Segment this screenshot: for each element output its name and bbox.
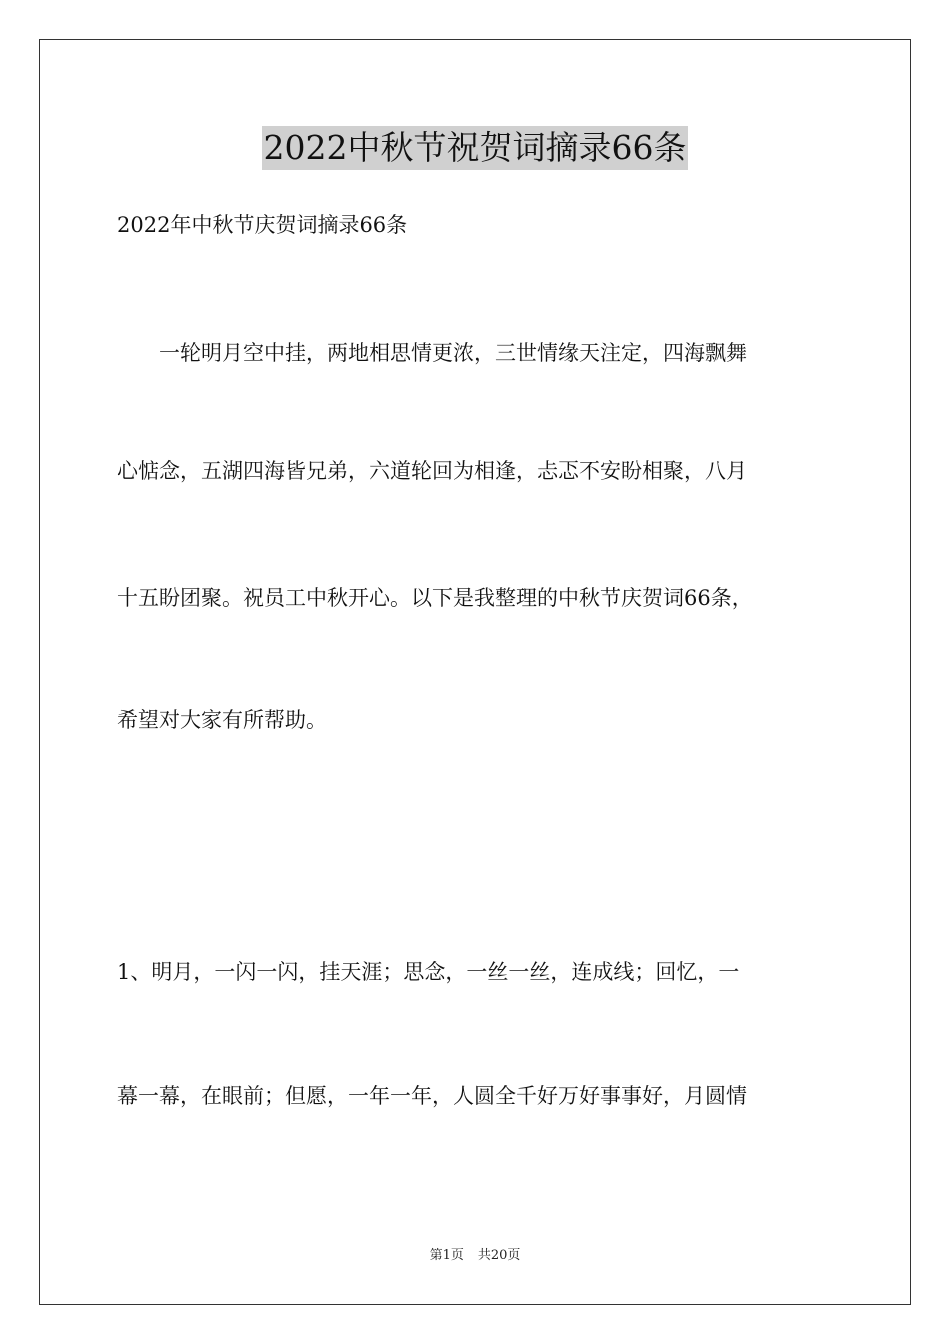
intro-line-1 — [117, 339, 837, 367]
intro-line-3: 十五盼团聚。祝员工中秋开心。以下是我整理的中秋节庆贺词66条， — [117, 586, 753, 610]
intro-line-2: 心惦念，五湖四海皆兄弟，六道轮回为相逢，忐忑不安盼相聚，八月 — [117, 459, 747, 483]
title-container — [0, 126, 950, 170]
item-line-2: 幕一幕，在眼前；但愿，一年一年，人圆全千好万好事事好，月圆情 — [117, 1084, 747, 1108]
intro-line-1-text: 一轮明月空中挂，两地相思情更浓，三世情缘天注定，四海飘舞 — [159, 341, 747, 365]
page-number-total: 共20页 — [477, 1248, 521, 1263]
page-footer — [0, 1247, 950, 1265]
document-subtitle: 2022年中秋节庆贺词摘录66条 — [117, 213, 408, 237]
item-line-1: 1、明月，一闪一闪，挂天涯；思念，一丝一丝，连成线；回忆，一 — [117, 960, 740, 984]
intro-line-4: 希望对大家有所帮助。 — [117, 708, 327, 732]
document-title: 2022中秋节祝贺词摘录66条 — [262, 126, 689, 170]
page-number-current: 第1页 — [429, 1248, 464, 1263]
